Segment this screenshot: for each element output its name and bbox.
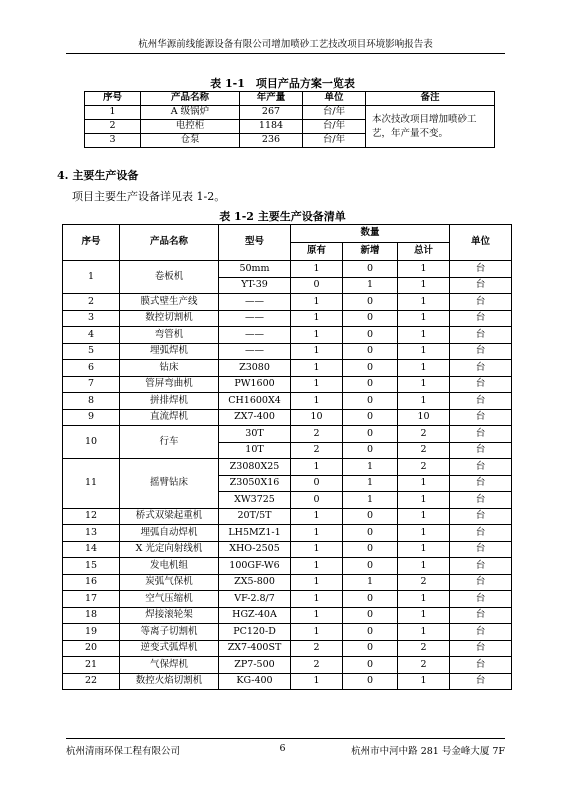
quantity-cell: 0 (343, 624, 398, 641)
quantity-cell: 1 (291, 624, 343, 641)
table-row (63, 393, 512, 410)
row-number: 21 (63, 657, 120, 674)
quantity-cell: 1 (291, 591, 343, 608)
table-row (63, 310, 512, 327)
equipment-name: X 光定向射线机 (120, 541, 219, 558)
equipment-name: 数控切割机 (120, 310, 219, 327)
row-number: 15 (63, 558, 120, 575)
model-cell: XW3725 (219, 492, 291, 509)
quantity-cell: 2 (398, 640, 450, 657)
quantity-cell: 0 (343, 442, 398, 459)
quantity-cell: 0 (343, 558, 398, 575)
quantity-cell: 0 (291, 277, 343, 294)
quantity-cell: 0 (343, 261, 398, 278)
table-cell: 台/年 (303, 106, 366, 120)
quantity-cell: 1 (291, 673, 343, 690)
unit-cell: 台 (450, 558, 512, 575)
quantity-cell: 1 (398, 261, 450, 278)
table1-header-cell: 备注 (366, 92, 495, 106)
unit-cell: 台 (450, 640, 512, 657)
row-number: 1 (63, 261, 120, 294)
table-row (63, 261, 512, 278)
table-row (63, 426, 512, 443)
quantity-cell: 1 (291, 327, 343, 344)
quantity-cell: 1 (398, 624, 450, 641)
row-number: 16 (63, 574, 120, 591)
model-cell: 20T/5T (219, 508, 291, 525)
table-cell: 1184 (240, 120, 303, 134)
table-row (63, 673, 512, 690)
unit-cell: 台 (450, 574, 512, 591)
unit-cell: 台 (450, 442, 512, 459)
table-cell: A 级锅炉 (141, 106, 240, 120)
quantity-cell: 1 (291, 541, 343, 558)
model-cell: Z3050X16 (219, 475, 291, 492)
quantity-cell: 1 (291, 508, 343, 525)
quantity-cell: 0 (343, 591, 398, 608)
unit-cell: 台 (450, 673, 512, 690)
quantity-cell: 1 (343, 459, 398, 476)
table-row (63, 574, 512, 591)
model-cell: —— (219, 310, 291, 327)
equipment-name: 行车 (120, 426, 219, 459)
row-number: 7 (63, 376, 120, 393)
unit-cell: 台 (450, 409, 512, 426)
unit-cell: 台 (450, 310, 512, 327)
table-cell: 2 (85, 120, 141, 134)
model-cell: XHO-2505 (219, 541, 291, 558)
unit-cell: 台 (450, 360, 512, 377)
header-name: 产品名称 (120, 225, 219, 261)
quantity-cell: 0 (343, 294, 398, 311)
header-orig: 原有 (291, 243, 343, 261)
model-cell: 30T (219, 426, 291, 443)
footer-rule (66, 738, 505, 739)
equipment-name: 空气压缩机 (120, 591, 219, 608)
unit-cell: 台 (450, 541, 512, 558)
unit-cell: 台 (450, 475, 512, 492)
row-number: 4 (63, 327, 120, 344)
footer-address: 杭州市中河中路 281 号金峰大厦 7F (351, 746, 505, 757)
quantity-cell: 1 (398, 492, 450, 509)
page-header: 杭州华源前线能源设备有限公司增加喷砂工艺技改项目环境影响报告表 (66, 36, 505, 54)
model-cell: ZX7-400ST (219, 640, 291, 657)
row-number: 5 (63, 343, 120, 360)
unit-cell: 台 (450, 492, 512, 509)
row-number: 6 (63, 360, 120, 377)
row-number: 12 (63, 508, 120, 525)
model-cell: —— (219, 327, 291, 344)
unit-cell: 台 (450, 624, 512, 641)
quantity-cell: 1 (343, 277, 398, 294)
quantity-cell: 1 (291, 376, 343, 393)
quantity-cell: 1 (398, 294, 450, 311)
quantity-cell: 10 (291, 409, 343, 426)
section-paragraph: 项目主要生产设备详见表 1-2。 (72, 190, 226, 203)
model-cell: 10T (219, 442, 291, 459)
quantity-cell: 0 (343, 360, 398, 377)
equipment-name: 埋弧焊机 (120, 343, 219, 360)
model-cell: PC120-D (219, 624, 291, 641)
table-row (63, 360, 512, 377)
model-cell: PW1600 (219, 376, 291, 393)
equipment-name: 管屏弯曲机 (120, 376, 219, 393)
quantity-cell: 2 (291, 640, 343, 657)
quantity-cell: 0 (291, 492, 343, 509)
quantity-cell: 2 (398, 426, 450, 443)
table-row (63, 508, 512, 525)
table-cell: 电控柜 (141, 120, 240, 134)
model-cell: VF-2.8/7 (219, 591, 291, 608)
model-cell: HGZ-40A (219, 607, 291, 624)
header-rule (66, 53, 505, 54)
table-cell: 仓泵 (141, 134, 240, 148)
model-cell: CH1600X4 (219, 393, 291, 410)
row-number: 2 (63, 294, 120, 311)
row-number: 13 (63, 525, 120, 542)
quantity-cell: 0 (343, 657, 398, 674)
model-cell: ZP7-500 (219, 657, 291, 674)
quantity-cell: 0 (343, 607, 398, 624)
equipment-name: 埋弧自动焊机 (120, 525, 219, 542)
quantity-cell: 1 (291, 607, 343, 624)
table-row (63, 459, 512, 476)
unit-cell: 台 (450, 426, 512, 443)
unit-cell: 台 (450, 657, 512, 674)
quantity-cell: 1 (398, 376, 450, 393)
header-unit: 单位 (450, 225, 512, 261)
row-number: 19 (63, 624, 120, 641)
table-row (63, 343, 512, 360)
quantity-cell: 1 (398, 508, 450, 525)
equipment-name: 钻床 (120, 360, 219, 377)
quantity-cell: 0 (343, 508, 398, 525)
quantity-cell: 0 (343, 343, 398, 360)
quantity-cell: 10 (398, 409, 450, 426)
equipment-name: 等离子切割机 (120, 624, 219, 641)
model-cell: Z3080X25 (219, 459, 291, 476)
equipment-name: 桥式双梁起重机 (120, 508, 219, 525)
table-row (63, 591, 512, 608)
equipment-name: 直流焊机 (120, 409, 219, 426)
model-cell: ZX5-800 (219, 574, 291, 591)
table-cell: 1 (85, 106, 141, 120)
section-heading: 4. 主要生产设备 (57, 169, 139, 182)
quantity-cell: 1 (291, 310, 343, 327)
table1-header-cell: 产品名称 (141, 92, 240, 106)
header-new: 新增 (343, 243, 398, 261)
quantity-cell: 1 (343, 574, 398, 591)
unit-cell: 台 (450, 393, 512, 410)
quantity-cell: 0 (343, 525, 398, 542)
table1-note: 本次技改项目增加喷砂工艺，年产量不变。 (366, 106, 495, 148)
unit-cell: 台 (450, 343, 512, 360)
table-row (63, 409, 512, 426)
quantity-cell: 0 (343, 327, 398, 344)
product-plan-table (84, 91, 495, 148)
row-number: 9 (63, 409, 120, 426)
table-row (85, 106, 495, 120)
quantity-cell: 1 (291, 393, 343, 410)
quantity-cell: 2 (398, 657, 450, 674)
unit-cell: 台 (450, 294, 512, 311)
equipment-name: 摇臂钻床 (120, 459, 219, 509)
equipment-name: 逆变式弧焊机 (120, 640, 219, 657)
quantity-cell: 2 (398, 574, 450, 591)
quantity-cell: 1 (398, 360, 450, 377)
table-row (63, 657, 512, 674)
unit-cell: 台 (450, 591, 512, 608)
page-number: 6 (279, 743, 286, 754)
table1-caption: 表 1-1 项目产品方案一览表 (210, 77, 355, 90)
header-total: 总计 (398, 243, 450, 261)
quantity-cell: 2 (398, 459, 450, 476)
quantity-cell: 1 (398, 591, 450, 608)
unit-cell: 台 (450, 508, 512, 525)
quantity-cell: 1 (291, 574, 343, 591)
table-row (63, 607, 512, 624)
unit-cell: 台 (450, 327, 512, 344)
table-cell: 台/年 (303, 120, 366, 134)
footer-company: 杭州清雨环保工程有限公司 (66, 746, 181, 757)
model-cell: 100GF-W6 (219, 558, 291, 575)
quantity-cell: 2 (291, 657, 343, 674)
equipment-name: 发电机组 (120, 558, 219, 575)
table-row (63, 640, 512, 657)
table1-header-row (85, 92, 495, 106)
table-cell: 267 (240, 106, 303, 120)
table1-header-cell: 序号 (85, 92, 141, 106)
quantity-cell: 2 (291, 426, 343, 443)
quantity-cell: 0 (343, 409, 398, 426)
equipment-table-body (63, 261, 512, 690)
row-number: 11 (63, 459, 120, 509)
quantity-cell: 1 (398, 277, 450, 294)
model-cell: ZX7-400 (219, 409, 291, 426)
quantity-cell: 1 (291, 343, 343, 360)
row-number: 18 (63, 607, 120, 624)
model-cell: KG-400 (219, 673, 291, 690)
model-cell: —— (219, 343, 291, 360)
equipment-name: 焊接滚轮架 (120, 607, 219, 624)
quantity-cell: 1 (398, 327, 450, 344)
table-row (63, 541, 512, 558)
model-cell: YT-39 (219, 277, 291, 294)
equipment-name: 膜式壁生产线 (120, 294, 219, 311)
quantity-cell: 1 (291, 525, 343, 542)
quantity-cell: 0 (343, 393, 398, 410)
quantity-cell: 1 (343, 475, 398, 492)
quantity-cell: 1 (291, 459, 343, 476)
unit-cell: 台 (450, 261, 512, 278)
model-cell: LH5MZ1-1 (219, 525, 291, 542)
row-number: 22 (63, 673, 120, 690)
model-cell: 50mm (219, 261, 291, 278)
quantity-cell: 2 (291, 442, 343, 459)
row-number: 17 (63, 591, 120, 608)
table-row (63, 294, 512, 311)
quantity-cell: 1 (398, 541, 450, 558)
quantity-cell: 1 (291, 558, 343, 575)
row-number: 8 (63, 393, 120, 410)
table-cell: 3 (85, 134, 141, 148)
table1-header-cell: 单位 (303, 92, 366, 106)
equipment-name: 拼排焊机 (120, 393, 219, 410)
unit-cell: 台 (450, 277, 512, 294)
table-cell: 236 (240, 134, 303, 148)
unit-cell: 台 (450, 607, 512, 624)
quantity-cell: 0 (291, 475, 343, 492)
table-row (63, 525, 512, 542)
quantity-cell: 1 (398, 393, 450, 410)
quantity-cell: 1 (398, 607, 450, 624)
row-number: 3 (63, 310, 120, 327)
quantity-cell: 1 (398, 673, 450, 690)
table2-header-row (63, 225, 512, 243)
table-row (63, 558, 512, 575)
table-row (63, 376, 512, 393)
model-cell: Z3080 (219, 360, 291, 377)
quantity-cell: 0 (343, 640, 398, 657)
quantity-cell: 0 (343, 310, 398, 327)
table2-caption: 表 1-2 主要生产设备清单 (219, 210, 346, 223)
row-number: 10 (63, 426, 120, 459)
row-number: 14 (63, 541, 120, 558)
quantity-cell: 1 (398, 310, 450, 327)
table-cell: 台/年 (303, 134, 366, 148)
quantity-cell: 0 (343, 541, 398, 558)
quantity-cell: 2 (398, 442, 450, 459)
quantity-cell: 0 (343, 376, 398, 393)
quantity-cell: 1 (343, 492, 398, 509)
unit-cell: 台 (450, 525, 512, 542)
table1-header-cell: 年产量 (240, 92, 303, 106)
quantity-cell: 1 (291, 360, 343, 377)
equipment-name: 炭弧气保机 (120, 574, 219, 591)
quantity-cell: 1 (398, 475, 450, 492)
equipment-name: 气保焊机 (120, 657, 219, 674)
table-row (63, 624, 512, 641)
quantity-cell: 1 (398, 558, 450, 575)
quantity-cell: 0 (343, 673, 398, 690)
table-row (63, 327, 512, 344)
quantity-cell: 0 (343, 426, 398, 443)
unit-cell: 台 (450, 459, 512, 476)
unit-cell: 台 (450, 376, 512, 393)
quantity-cell: 1 (291, 261, 343, 278)
equipment-name: 弯管机 (120, 327, 219, 344)
model-cell: —— (219, 294, 291, 311)
quantity-cell: 1 (291, 294, 343, 311)
header-qty: 数量 (291, 225, 450, 243)
quantity-cell: 1 (398, 343, 450, 360)
row-number: 20 (63, 640, 120, 657)
equipment-name: 卷板机 (120, 261, 219, 294)
equipment-name: 数控火焰切割机 (120, 673, 219, 690)
header-no: 序号 (63, 225, 120, 261)
header-model: 型号 (219, 225, 291, 261)
equipment-table (62, 224, 512, 690)
quantity-cell: 1 (398, 525, 450, 542)
